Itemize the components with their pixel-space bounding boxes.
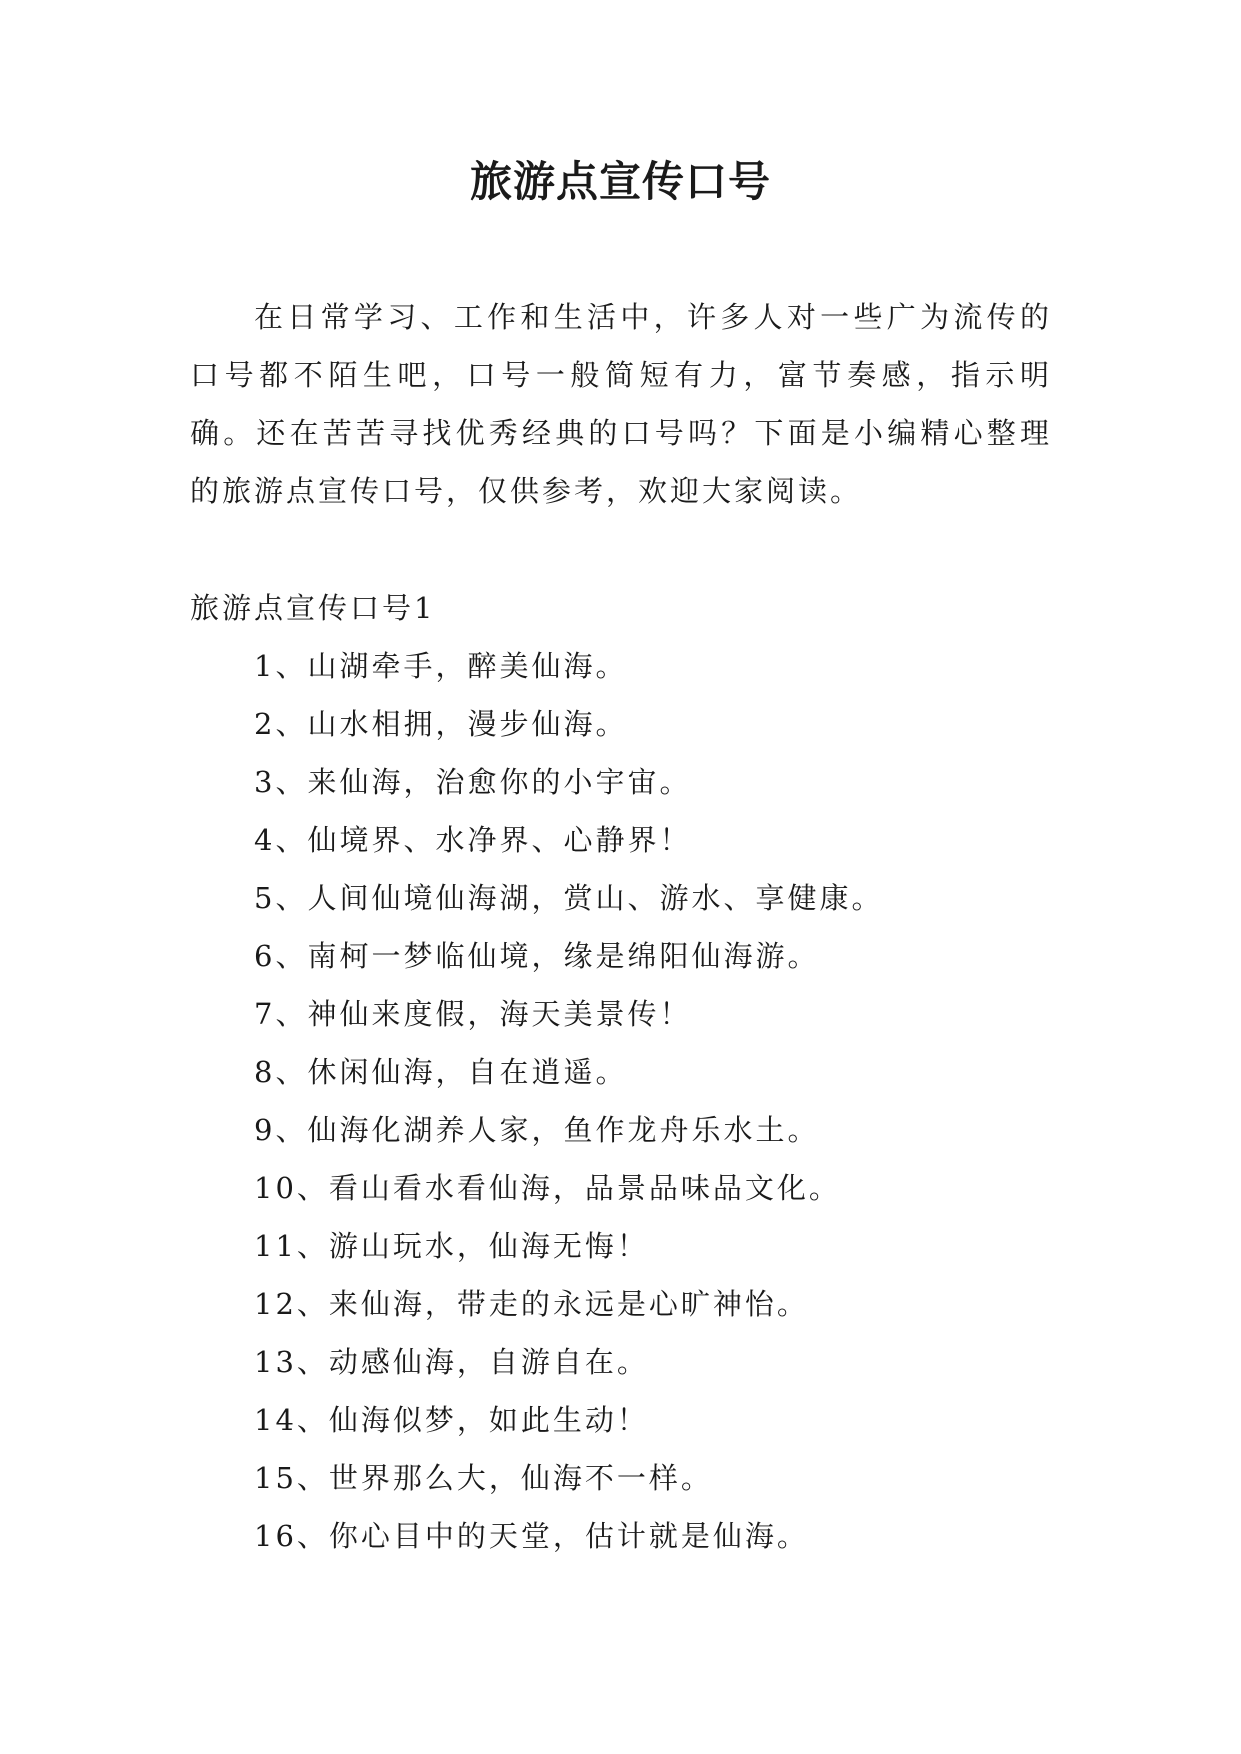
list-item: 1、山湖牵手，醉美仙海。 <box>254 649 628 683</box>
list-item: 13、动感仙海，自游自在。 <box>254 1345 649 1379</box>
list-item: 8、休闲仙海，自在逍遥。 <box>254 1055 628 1089</box>
list-item: 11、游山玩水，仙海无悔！ <box>254 1229 649 1263</box>
list-item: 10、看山看水看仙海，品景品味品文化。 <box>254 1171 841 1205</box>
section-heading: 旅游点宣传口号1 <box>190 591 436 625</box>
list-item: 16、你心目中的天堂，估计就是仙海。 <box>254 1519 809 1553</box>
slogan-list <box>254 637 1054 1565</box>
list-item: 3、来仙海，治愈你的小宇宙。 <box>254 765 692 799</box>
intro-paragraph: 在日常学习、工作和生活中，许多人对一些广为流传的口号都不陌生吧，口号一般简短有力，富节奏感，指示明确。还在苦苦寻找优秀经典的口号吗？下面是小编精心整理的旅游点宣传口号，仅供参考，欢迎大家阅读。 <box>190 300 1052 508</box>
list-item: 2、山水相拥，漫步仙海。 <box>254 707 628 741</box>
list-item: 9、仙海化湖养人家，鱼作龙舟乐水土。 <box>254 1113 820 1147</box>
list-item: 5、人间仙境仙海湖，赏山、游水、享健康。 <box>254 881 884 915</box>
list-item: 14、仙海似梦，如此生动！ <box>254 1403 649 1437</box>
list-item: 6、南柯一梦临仙境，缘是绵阳仙海游。 <box>254 939 820 973</box>
list-item: 4、仙境界、水净界、心静界！ <box>254 823 692 857</box>
list-item: 7、神仙来度假，海天美景传！ <box>254 997 692 1031</box>
list-item: 15、世界那么大，仙海不一样。 <box>254 1461 713 1495</box>
list-item: 12、来仙海，带走的永远是心旷神怡。 <box>254 1287 809 1321</box>
document-title: 旅游点宣传口号 <box>469 157 771 206</box>
